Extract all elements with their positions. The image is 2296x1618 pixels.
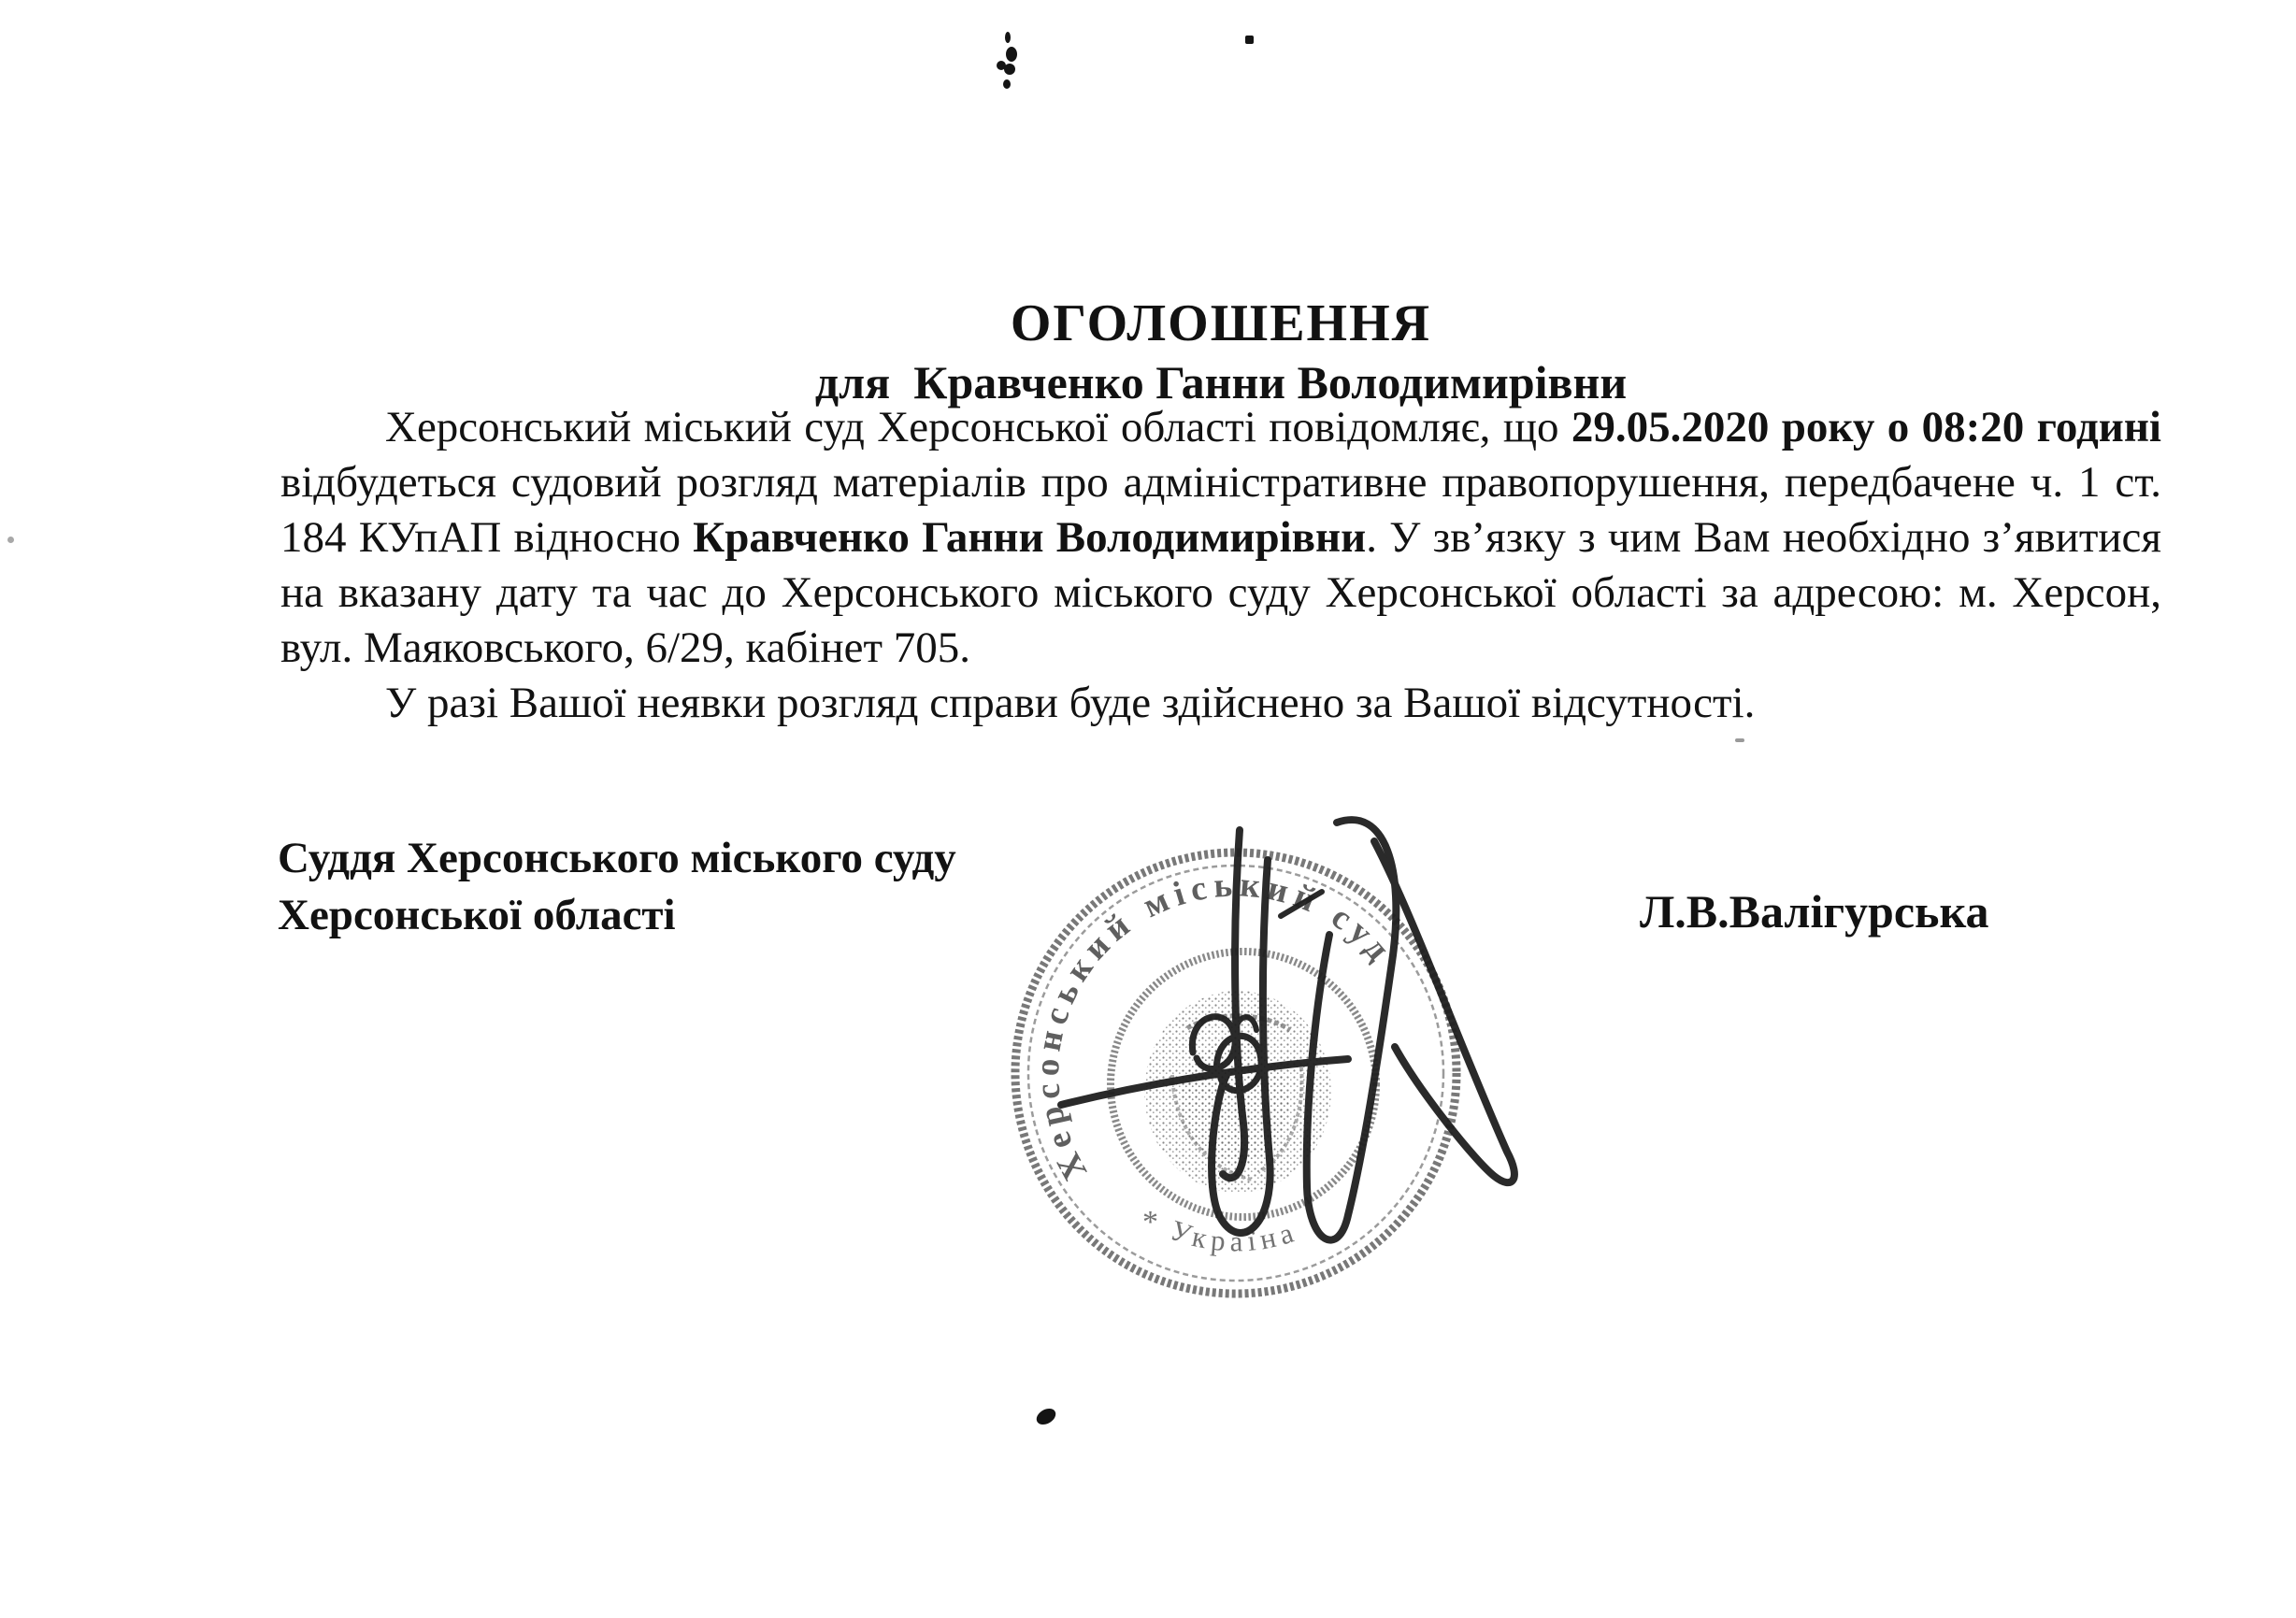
seal-star-mark: * [1142,1205,1158,1239]
paragraph1-text-b: відбудеться судовий розгляд матеріалів про адміністративне правопорушення, передбачене ч. 1 ст. 184 КУпАП відносно [280,458,2161,562]
judge-name: Л.В.Валігурська [1640,885,1989,938]
ink-speck-top-center [993,28,1021,93]
seal-arc-text-bottom: Україна [1166,1212,1303,1258]
ink-dot-top-right [1245,36,1254,44]
document-subtitle: для Кравченко Ганни Володимирівни [814,356,1628,408]
hearing-datetime: 29.05.2020 року о 08:20 годині [1571,403,2161,451]
person-name: Кравченко Ганни Володимирівни [693,513,1367,562]
judge-title-line2: Херсонської області [278,891,676,939]
judge-title-block [278,830,956,944]
document-title: ОГОЛОШЕННЯ [1010,294,1432,352]
faint-dash-artifact [1735,738,1744,742]
judge-title-line1: Суддя Херсонського міського суду [278,834,956,882]
document-body [280,400,2161,731]
paragraph1-text-a: Херсонський міський суд Херсонської області повідомляє, що [385,403,1571,451]
faint-dot-left-margin [7,537,14,543]
court-seal-stamp [972,795,1571,1337]
paragraph1-text-c: . У зв’язку з чим Вам необхідно з’явитися на вказану дату та час до Херсонського міського суду Херсонської області за адресою: м. Херсон, вул. Маяковського, 6/29, кабінет 705. [280,513,2161,672]
body-paragraph-1 [280,400,2161,676]
body-paragraph-2: У разі Вашої неявки розгляд справи буде здійснено за Вашої відсутності. [385,679,1756,727]
seal-arc-text-top: Херсонський міський суд [1027,866,1402,1187]
ink-dot-bottom-center [1034,1406,1059,1428]
